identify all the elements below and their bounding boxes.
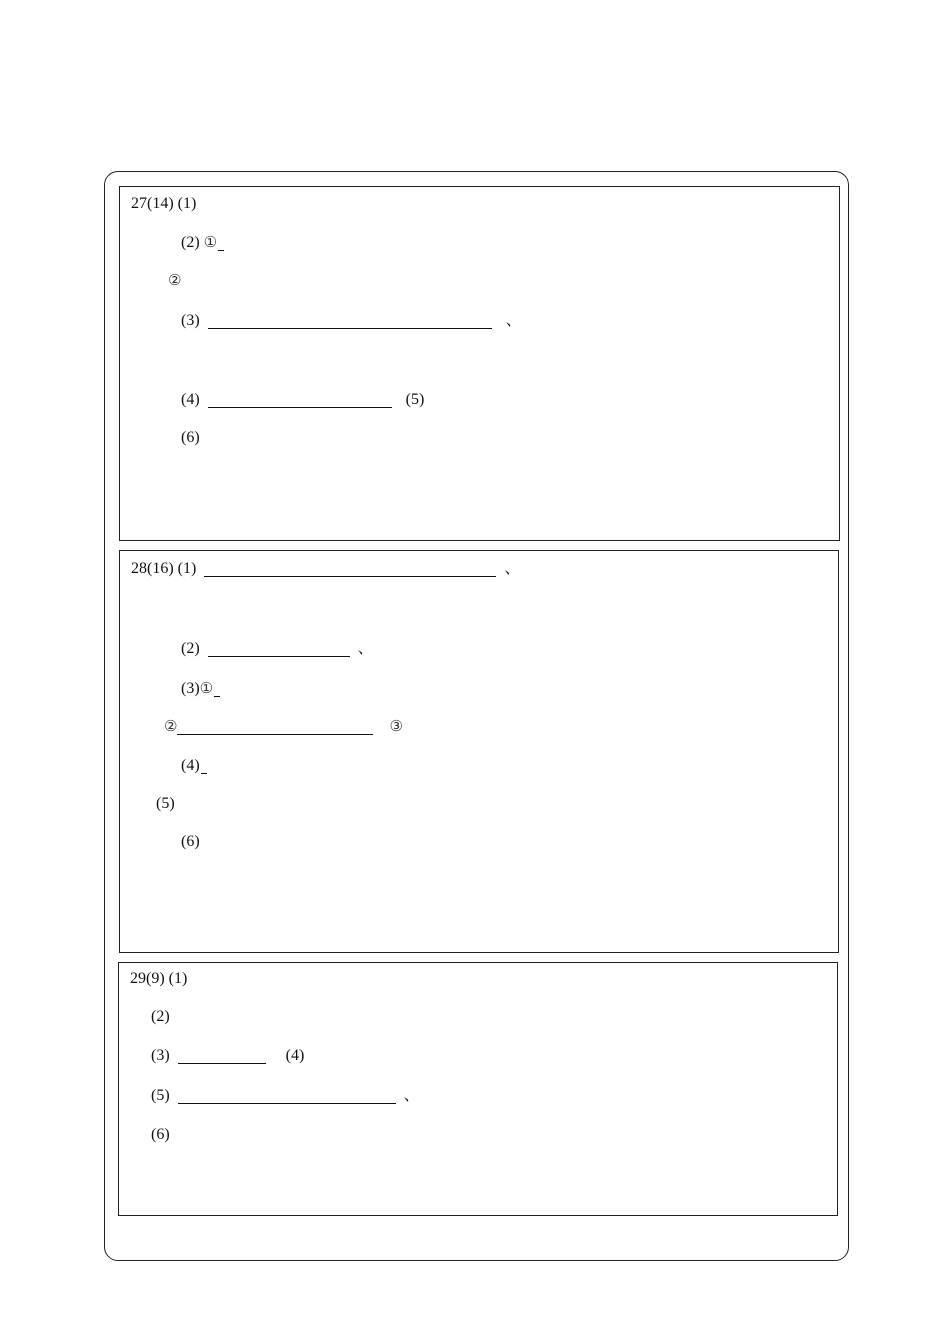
q27-part-4 [181, 390, 424, 410]
q28-part-2-answer-blank[interactable] [208, 640, 350, 657]
q28-part-1-answer-blank[interactable] [204, 560, 496, 577]
q27-header: 27(14) (1) [131, 195, 197, 212]
q28-part-1-separator: 、 [504, 560, 521, 577]
q29-part-4-label: (4) [285, 1047, 305, 1064]
q29-part-5-answer-blank[interactable] [178, 1087, 396, 1104]
q29-part-6-label: (6) [151, 1126, 170, 1143]
q29-part-3-label: (3) [151, 1047, 170, 1064]
q29-part-5-separator: 、 [403, 1087, 420, 1104]
q28-part-3 [181, 678, 224, 699]
q29-part-2-label: (2) [151, 1008, 170, 1025]
q27-part-3 [181, 311, 522, 331]
q27-part-3-answer-blank[interactable] [208, 312, 492, 329]
q28-sub-2-row [164, 716, 403, 737]
q28-part-2-label: (2) [181, 640, 200, 657]
q27-sub-1-label: ① [203, 233, 218, 251]
q28-part-1 [131, 559, 520, 579]
q29-part-5-label: (5) [151, 1087, 170, 1104]
q28-sub-2-answer-blank[interactable] [177, 718, 373, 735]
q29-part-3 [151, 1046, 304, 1066]
q28-part-4 [181, 756, 211, 776]
q28-sub-1-answer-blank[interactable] [214, 680, 220, 697]
q27-part-3-label: (3) [181, 312, 200, 329]
q29-header: 29(9) (1) [130, 970, 188, 987]
q27-sub-2 [168, 270, 181, 291]
q29-part-5 [151, 1086, 420, 1106]
q27-part-2-label: (2) [181, 234, 200, 251]
q27-part-3-separator: 、 [505, 312, 522, 329]
q28-part-2-separator: 、 [357, 640, 374, 657]
q27-part-5-label: (5) [405, 391, 425, 408]
q28-part-5-label: (5) [156, 795, 175, 812]
q27-part-4-answer-blank[interactable] [208, 391, 392, 408]
question-28-box [119, 550, 839, 953]
q28-part-4-label: (4) [181, 757, 200, 774]
q28-part-6-label: (6) [181, 833, 200, 850]
q28-sub-3-label: ③ [389, 717, 403, 735]
q28-sub-1-label: ① [199, 679, 214, 697]
q27-part-6-label: (6) [181, 429, 200, 446]
q28-part-3-label: (3) [181, 680, 200, 697]
q27-sub-2-label: ② [168, 271, 182, 289]
q28-sub-2-label: ② [164, 717, 178, 735]
q27-part-4-label: (4) [181, 391, 200, 408]
q28-part-4-answer-blank[interactable] [201, 757, 207, 774]
q28-part-2 [181, 639, 374, 659]
q27-sub-1-answer-blank[interactable] [218, 234, 224, 251]
q28-header: 28(16) (1) [131, 560, 197, 577]
q29-part-3-answer-blank[interactable] [178, 1047, 266, 1064]
q27-part-2 [181, 232, 228, 253]
